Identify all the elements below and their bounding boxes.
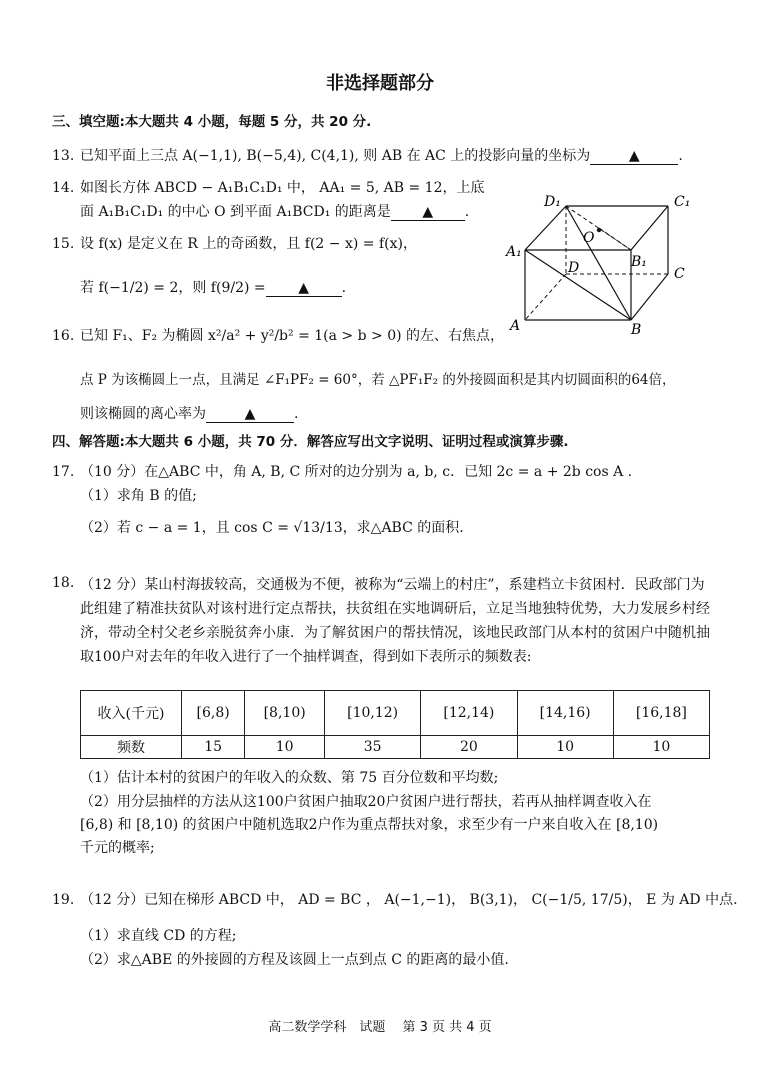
label-B: B [631,322,642,338]
table-cell: [6,8) [182,691,245,736]
table-row [81,736,710,759]
question-text: （10 分）在△ABC 中，角 A, B, C 所对的边分别为 a, b, c．已知 2c = a + 2b cos A . [80,464,633,480]
label-A: A [510,318,521,334]
question-14 [52,178,484,198]
table-cell: [12,14) [421,691,517,736]
question-18-text: （12 分）某山村海拔较高，交通极为不便，被称为“云端上的村庄”，系建档立卡贫困村．民政部门为此组建了精准扶贫队对该村进行定点帮扶，扶贫组在实地调研后，立足当地独特优势，大力发展乡村经济，带动全村父老乡亲脱贫奔小康．为了解贫困户的帮扶情况，该地民政部门从本村的贫困户中随机抽取100户对去年的年收入进行了一个抽样调查，得到如下表所示的频数表: [80,577,710,665]
question-18-part-2-line-2: [6,8) 和 [8,10) 的贫困户中随机选取2户作为重点帮扶对象，求至少有一户来自收入在 [8,10) [80,817,659,833]
table-cell: 20 [421,736,517,759]
table-cell: 10 [517,736,613,759]
table-row-header: 频数 [81,736,182,759]
table-cell: [10,12) [325,691,421,736]
table-cell: 10 [613,736,709,759]
question-number: 15. [52,236,75,252]
label-A1: A₁ [506,244,522,260]
question-end: . [678,148,683,164]
section-4-header: 四、解答题:本大题共 6 小题，共 70 分．解答应写出文字说明、证明过程或演算步骤. [52,434,569,450]
question-15 [52,234,417,254]
label-B1: B₁ [631,254,647,270]
question-text-line-1: 已知 F₁、F₂ 为椭圆 x²/a² + y²/b² = 1(a > b > 0) 的左、右焦点， [80,328,505,344]
question-17 [52,462,632,482]
question-13 [52,146,683,166]
question-end: . [464,204,470,220]
page-footer: 高二数学学科 试题 第 3 页 共 4 页 [268,1020,492,1035]
section-3-header: 三、填空题:本大题共 4 小题，每题 5 分，共 20 分. [52,114,372,130]
answer-blank: ▲ [391,204,465,221]
label-D1: D₁ [544,194,561,210]
question-end: . [294,406,299,422]
table-cell: [16,18] [613,691,709,736]
table-row-header: 收入(千元) [81,691,182,736]
question-number: 17. [52,464,75,480]
question-text-line-1: 如图长方体 ABCD − A₁B₁C₁D₁ 中， AA₁ = 5, AB = 12，上底 [80,180,485,196]
question-16-line-3 [80,404,298,424]
table-cell: [14,16) [517,691,613,736]
question-18-part-1: （1）估计本村的贫困户的年收入的众数、第 75 百分位数和平均数; [80,770,499,786]
table-cell: [8,10) [245,691,325,736]
question-19-part-2: （2）求△ABE 的外接圆的方程及该圆上一点到点 C 的距离的最小值. [80,952,509,968]
answer-blank: ▲ [206,406,294,423]
question-text-line-2: 若 f(−1/2) = 2，则 f(9/2) = [80,280,266,296]
cuboid-figure [500,186,710,338]
question-18-part-2-line-1: （2）用分层抽样的方法从这100户贫困户抽取20户贫困户进行帮扶，若再从抽样调查收入在 [80,794,652,810]
question-end: . [341,280,347,296]
question-number: 13. [52,148,75,164]
question-18-number: 18. [52,575,75,591]
question-number: 19. [52,892,75,908]
question-16-line-2: 点 P 为该椭圆上一点，且满足 ∠F₁PF₂ = 60°，若 △PF₁F₂ 的外接圆面积是其内切圆面积的64倍， [80,372,676,388]
question-number: 16. [52,328,75,344]
question-text-line-3: 则该椭圆的离心率为 [80,406,206,422]
question-15-line-2 [80,278,346,298]
question-16 [52,326,504,346]
label-D: D [568,260,580,276]
answer-blank: ▲ [590,148,678,165]
question-14-line-2 [80,202,469,222]
question-17-part-2: （2）若 c − a = 1，且 cos C = √13/13，求△ABC 的面积. [80,520,464,536]
question-text-line-1: 设 f(x) 是定义在 R 上的奇函数，且 f(2 − x) = f(x)， [80,236,417,252]
question-18-part-2-line-3: 千元的概率; [80,840,155,856]
frequency-table [80,690,710,759]
answer-blank: ▲ [266,280,342,297]
label-O: O [583,230,595,246]
question-text: 已知平面上三点 A(−1,1), B(−5,4), C(4,1), 则 AB 在 AC 上的投影向量的坐标为 [80,148,591,164]
table-cell: 35 [325,736,421,759]
question-19-part-1: （1）求直线 CD 的方程; [80,928,237,944]
table-cell: 15 [182,736,245,759]
table-cell: 10 [245,736,325,759]
question-number: 14. [52,180,75,196]
question-text-line-2: 面 A₁B₁C₁D₁ 的中心 O 到平面 A₁BCD₁ 的距离是 [80,204,391,220]
question-19 [52,890,738,910]
page-title: 非选择题部分 [326,73,434,94]
table-row [81,691,710,736]
question-text: （12 分）已知在梯形 ABCD 中， AD = BC ， A(−1,−1)， B(3,1)， C(−1/5, 17/5)， E 为 AD 中点. [80,892,738,908]
label-C: C [674,266,685,282]
label-C1: C₁ [674,194,691,210]
question-17-part-1: （1）求角 B 的值; [80,488,197,504]
